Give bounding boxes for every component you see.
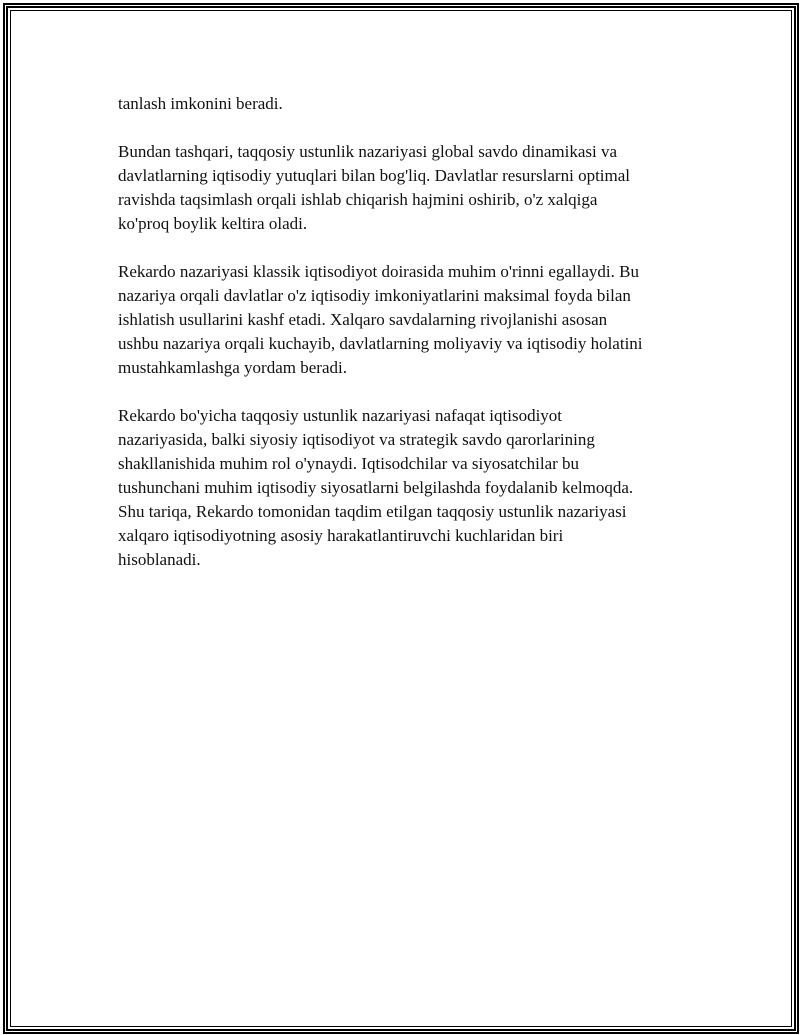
- paragraph-global-trade: Bundan tashqari, taqqosiy ustunlik nazariyasi global savdo dinamikasi va davlatlarning iqtisodiy yutuqlari bilan bog'liq. Davlatlar resurslarni optimal ravishda taqsimlash orqali ishlab chiqarish hajmini oshirib, o'z xalqiga ko'proq boylik keltira oladi.: [118, 142, 631, 233]
- paragraph-classical-economics: Rekardo nazariyasi klassik iqtisodiyot doirasida muhim o'rinni egallaydi. Bu nazariya orqali davlatlar o'z iqtisodiy imkoniyatlarini maksimal foyda bilan ishlatish usullarini kashf etadi. Xalqaro savdalarning rivojlanishi asosan ushbu nazariya orqali kuchayib, davlatlarning moliyaviy va iqtisodiy holatini mustahkamlashga yordam beradi.: [118, 262, 643, 377]
- paragraph-continuation: tanlash imkonini beradi.: [118, 94, 283, 113]
- document-body: [118, 92, 718, 596]
- paragraph-policy-role: Rekardo bo'yicha taqqosiy ustunlik nazariyasi nafaqat iqtisodiyot nazariyasida, balki siyosiy iqtisodiyot va strategik savdo qarorlarining shakllanishida muhim rol o'ynaydi. Iqtisodchilar va siyosatchilar bu tushunchani muhim iqtisodiy siyosatlarni belgilashda foydalanib kelmoqda. Shu tariqa, Rekardo tomonidan taqdim etilgan taqqosiy ustunlik nazariyasi xalqaro iqtisodiyotning asosiy harakatlantiruvchi kuchlaridan biri hisoblanadi.: [118, 406, 634, 569]
